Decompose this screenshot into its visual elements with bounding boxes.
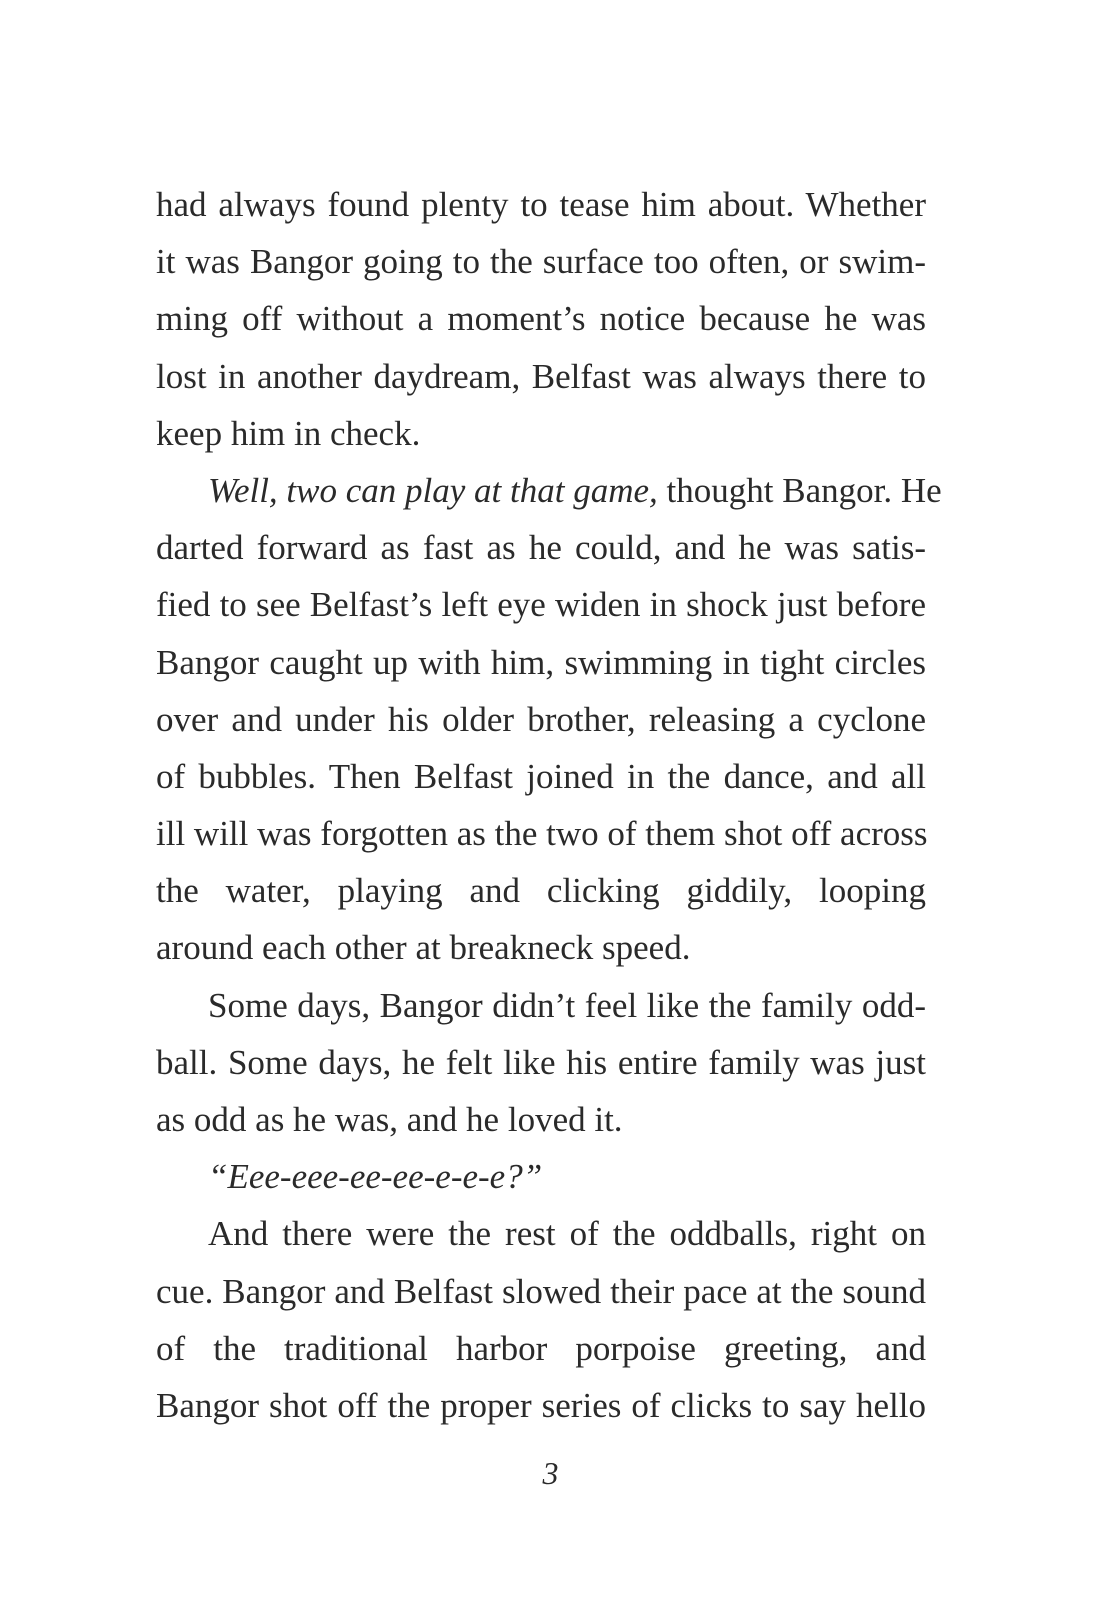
text-line: of bubbles. Then Belfast joined in the dance, and all bbox=[156, 756, 926, 796]
dialogue-line: “Eee-eee-ee-ee-e-e-e?” bbox=[208, 1157, 543, 1197]
text-line-rest: thought Bangor. He bbox=[666, 470, 942, 510]
text-line: the water, playing and clicking giddily, looping bbox=[156, 871, 926, 911]
text-line: Some days, Bangor didn’t feel like the family odd- bbox=[208, 985, 926, 1025]
text-line: over and under his older brother, releasing a cyclone bbox=[156, 699, 926, 739]
text-line: Bangor shot off the proper series of clicks to say hello bbox=[156, 1385, 926, 1425]
text-line: lost in another daydream, Belfast was always there to bbox=[156, 356, 926, 396]
text-line: darted forward as fast as he could, and he was satis- bbox=[156, 528, 926, 568]
text-line: it was Bangor going to the surface too often, or swim- bbox=[156, 242, 926, 282]
text-line: keep him in check. bbox=[156, 413, 421, 453]
text-line-italic-start bbox=[156, 462, 942, 519]
text-line: And there were the rest of the oddballs, right on bbox=[208, 1214, 926, 1254]
text-line: ball. Some days, he felt like his entire family was just bbox=[156, 1042, 926, 1082]
text-line: cue. Bangor and Belfast slowed their pace at the sound bbox=[156, 1271, 926, 1311]
text-line: of the traditional harbor porpoise greeting, and bbox=[156, 1328, 926, 1368]
italic-thought: Well, two can play at that game, bbox=[208, 470, 658, 510]
page-number: 3 bbox=[542, 1455, 559, 1491]
text-line: ming off without a moment’s notice because he was bbox=[156, 299, 926, 339]
text-line: had always found plenty to tease him about. Whether bbox=[156, 185, 926, 224]
text-line: fied to see Belfast’s left eye widen in shock just before bbox=[156, 585, 926, 625]
body-text bbox=[156, 176, 942, 1434]
text-line: around each other at breakneck speed. bbox=[156, 928, 691, 968]
text-line: ill will was forgotten as the two of them shot off across bbox=[156, 814, 928, 854]
text-line: Bangor caught up with him, swimming in tight circles bbox=[156, 642, 926, 682]
text-line: as odd as he was, and he loved it. bbox=[156, 1100, 623, 1139]
